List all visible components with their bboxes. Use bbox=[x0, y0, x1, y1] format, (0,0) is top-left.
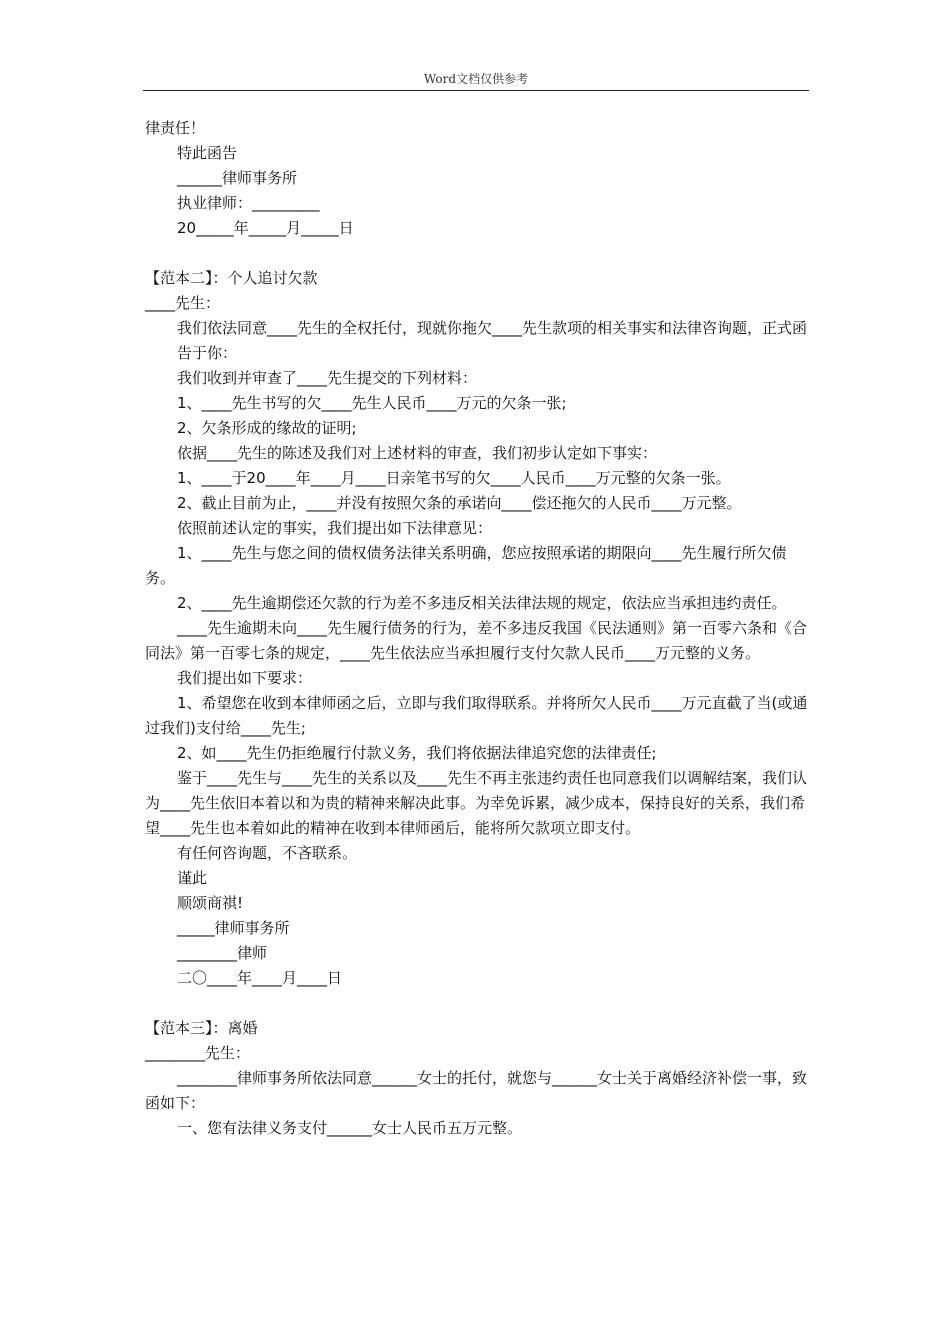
signature-lawyer: 执业律师：_________ bbox=[177, 194, 320, 212]
text-line: 律责任！ bbox=[145, 119, 206, 137]
list-item: 1、____先生与您之间的债权债务法律关系明确，您应按照承诺的期限向____先生履行所欠债务。 bbox=[145, 544, 787, 587]
salutation: ____先生： bbox=[145, 294, 221, 312]
paragraph: 一、您有法律义务支付______女士人民币五万元整。 bbox=[177, 1119, 523, 1137]
paragraph: 鉴于____先生与____先生的关系以及____先生不再主张违约责任也同意我们以调解结案，我们认为____先生依旧本着以和为贵的精神来解决此事。为幸免诉累，减少成本，保持良好的关系，我们希望____先生也本着如此的精神在收到本律师函后，能将所欠款项立即支付。 bbox=[145, 769, 808, 837]
signature-date: 20_____年_____月_____日 bbox=[177, 219, 354, 237]
paragraph: 我们依法同意____先生的全权托付，现就你拖欠____先生款项的相关事实和法律咨询题，正式函告于你： bbox=[177, 319, 808, 362]
list-item: 2、欠条形成的缘故的证明; bbox=[177, 419, 357, 437]
paragraph: 有任何咨询题，不吝联系。 bbox=[177, 844, 358, 862]
section-title: 【范本三】：离婚 bbox=[145, 1019, 258, 1037]
page-header: Word文档仅供参考 bbox=[143, 70, 809, 91]
closing-line: 顺颂商祺! bbox=[177, 894, 244, 912]
signature-lawyer: ________律师 bbox=[177, 944, 268, 962]
list-item: 1、希望您在收到本律师函之后，立即与我们取得联系。并将所欠人民币____万元直截了当(或通过我们)支付给____先生; bbox=[145, 694, 808, 737]
paragraph: 依照前述认定的事实，我们提出如下法律意见： bbox=[177, 519, 493, 537]
list-item: 1、____于20____年____月____日亲笔书写的欠____人民币____万元整的欠条一张。 bbox=[177, 469, 731, 487]
paragraph: 我们提出如下要求： bbox=[177, 669, 313, 687]
closing-line: 特此函告 bbox=[177, 144, 238, 162]
paragraph: ____先生逾期未向____先生履行债务的行为，差不多违反我国《民法通则》第一百零六条和《合同法》第一百零七条的规定，____先生依法应当承担履行支付欠款人民币____万元整的义务。 bbox=[145, 619, 808, 662]
list-item: 1、____先生书写的欠____先生人民币____万元的欠条一张; bbox=[177, 394, 567, 412]
paragraph: 我们收到并审查了____先生提交的下列材料： bbox=[177, 369, 478, 387]
section-title: 【范本二】：个人追讨欠款 bbox=[145, 269, 318, 287]
salutation: ________先生： bbox=[145, 1044, 251, 1062]
signature-date: 二〇____年____月____日 bbox=[177, 969, 343, 987]
list-item: 2、____先生逾期偿还欠款的行为差不多违反相关法律法规的规定，依法应当承担违约责任。 bbox=[177, 594, 787, 612]
paragraph: 依据____先生的陈述及我们对上述材料的审查，我们初步认定如下事实： bbox=[177, 444, 658, 462]
document-body bbox=[145, 116, 810, 1141]
paragraph: ________律师事务所依法同意______女士的托付，就您与______女士关于离婚经济补偿一事，致函如下： bbox=[145, 1069, 808, 1112]
signature-firm: _____律师事务所 bbox=[177, 919, 290, 937]
signature-firm: ______律师事务所 bbox=[177, 169, 298, 187]
list-item: 2、如____先生仍拒绝履行付款义务，我们将依据法律追究您的法律责任; bbox=[177, 744, 657, 762]
closing-line: 谨此 bbox=[177, 869, 208, 887]
list-item: 2、截止目前为止，____并没有按照欠条的承诺向____偿还拖欠的人民币____万元整。 bbox=[177, 494, 742, 512]
